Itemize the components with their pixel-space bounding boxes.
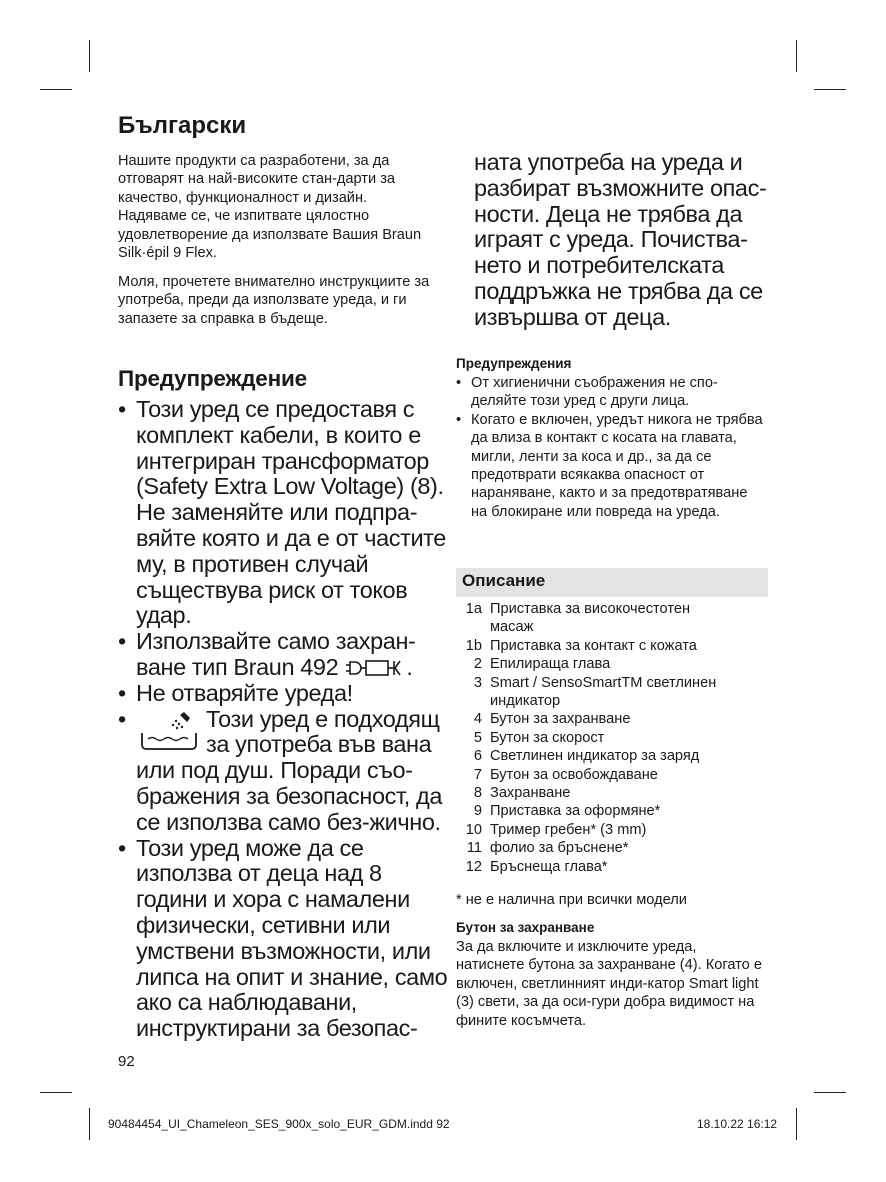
part-row: [456, 802, 776, 820]
power-button-heading: Бутон за захранване: [456, 920, 595, 935]
part-row: [456, 747, 776, 765]
part-label-text: Захранване: [490, 785, 571, 802]
part-label: [482, 729, 776, 747]
crop-mark: [40, 89, 72, 90]
warning-list: [118, 397, 448, 1042]
part-label: [482, 655, 776, 673]
part-label: [482, 710, 776, 728]
part-row: [456, 600, 776, 637]
bullet: •: [118, 628, 126, 655]
part-label: [482, 674, 776, 711]
part-label: [482, 802, 776, 820]
part-label: [482, 747, 776, 765]
footer-datetime: 18.10.22 16:12: [697, 1117, 778, 1131]
part-label-continuation: масаж: [490, 619, 534, 636]
part-label: [482, 821, 776, 839]
bullet: •: [118, 679, 126, 706]
part-number: 10: [465, 821, 482, 838]
crop-mark: [814, 89, 846, 90]
part-label-text: Бутон за освобождаване: [490, 766, 658, 783]
crop-mark: [814, 1092, 846, 1093]
part-label-text: Приставка за контакт с кожата: [490, 637, 697, 654]
warning-small-text: От хигиенични съображения не спо-деляйте този уред с други лица.: [471, 375, 718, 410]
bullet: •: [456, 411, 462, 428]
list-item: [118, 629, 448, 681]
part-label: [482, 858, 776, 876]
part-label: [482, 839, 776, 857]
bathtub-shower-icon: [140, 709, 198, 751]
intro-paragraph: Моля, прочетете внимателно инструкциите за употреба, преди да използвате уреда, и ги запазете за справка в бъдеще.: [118, 274, 430, 327]
list-item: [118, 836, 448, 1042]
part-row: [456, 674, 776, 711]
part-number: 9: [473, 803, 482, 820]
warnings-small-heading: Предупреждения: [456, 356, 572, 371]
crop-mark: [89, 40, 90, 72]
list-item: [456, 374, 766, 411]
list-item: [118, 681, 448, 707]
part-label-text: Smart / SensoSmartTM светлинен: [490, 674, 717, 691]
parts-list: [456, 600, 776, 876]
part-label-text: Бутон за скорост: [490, 729, 605, 746]
part-label-text: Тример гребен* (3 mm): [490, 821, 647, 838]
part-label: [482, 784, 776, 802]
part-label-continuation: индикатор: [490, 693, 561, 710]
crop-mark: [40, 1092, 72, 1093]
part-row: [456, 839, 776, 857]
part-row: [456, 784, 776, 802]
crop-mark: [89, 1108, 90, 1140]
part-row: [456, 637, 776, 655]
power-button-text: За да включите и изключите уреда, натиснете бутона за захранване (4). Когато е включен, светлинният инди-катор Smart light (3) свети, за да оси-гури добра видимост на фините косъмчета.: [456, 939, 762, 1029]
crop-mark: [796, 40, 797, 72]
part-number: 1a: [465, 601, 482, 617]
bullet: •: [118, 834, 126, 861]
page-title: Български: [118, 112, 247, 139]
description-heading: Описание: [462, 571, 546, 590]
warning-heading: Предупреждение: [118, 366, 307, 391]
part-label: [482, 766, 776, 784]
part-label-text: Приставка за високочестотен: [490, 601, 691, 617]
part-row: [456, 710, 776, 728]
part-row: [456, 821, 776, 839]
part-label-text: Бутон за захранване: [490, 711, 631, 728]
part-label-text: Бръснеща глава*: [490, 858, 608, 875]
part-number: 2: [473, 656, 482, 673]
bullet: •: [456, 375, 462, 391]
part-row: [456, 729, 776, 747]
part-label: [482, 637, 776, 655]
list-item: [118, 397, 448, 629]
part-number: 12: [465, 858, 482, 875]
warning-item-text: Този уред се предоставя с комплект кабели, в които е интегриран трансформатор (Safety Extra Low Voltage) (8). Не заменяйте или подпра-вяйте която и да е от частите му, в противен случай съществува риск от токов удар.: [136, 396, 446, 629]
bullet: •: [118, 396, 126, 422]
page-number: 92: [118, 1053, 135, 1070]
part-label-text: Епилираща глава: [490, 656, 611, 673]
warning-item-text: Не отваряйте уреда!: [136, 679, 353, 706]
part-row: [456, 766, 776, 784]
warning-small-text: Когато е включен, уредът никога не трябва да влиза в контакт с косата на главата, мигли, ленти за коса и др., за да се предотврати всякаква опасност от нараняване, както и за предотвратяване на блокиране или повреда на уреда.: [471, 411, 763, 520]
part-number: 6: [473, 748, 482, 765]
part-label-text: Светлинен индикатор за заряд: [490, 748, 700, 765]
warning-item-text: .: [406, 653, 413, 680]
intro-paragraph: Нашите продукти са разработени, за да отговарят на най-високите стан-дарти за качество, функционалност и дизайн. Надяваме се, че изпитвате цялостно удовлетворение да използвате Вашия Braun Silk·épil 9 Flex.: [118, 153, 422, 262]
warning-item-text: Използвайте само захран-ване тип Braun 492: [136, 628, 416, 680]
part-label-text: Приставка за оформяне*: [490, 803, 661, 820]
part-number: 1b: [465, 637, 482, 654]
warnings-small-list: [456, 374, 766, 521]
footer-filename: 90484454_UI_Chameleon_SES_900x_solo_EUR_GDM.indd 92: [108, 1117, 450, 1131]
list-item: [118, 707, 448, 836]
part-number: 7: [473, 766, 482, 783]
bullet: •: [118, 705, 126, 732]
part-label-text: фолио за бръснене*: [490, 840, 629, 857]
part-number: 8: [473, 785, 482, 802]
part-number: 3: [473, 674, 482, 691]
crop-mark: [796, 1108, 797, 1140]
list-item: [456, 411, 766, 521]
warning-item-text: Този уред е подходящ за употреба във вана или под душ. Поради съо-бражения за безопасност, да се използва само без-жично.: [136, 705, 442, 835]
part-number: 4: [473, 711, 482, 728]
footnote: * не е налична при всички модели: [456, 892, 687, 908]
part-label: [482, 600, 776, 637]
part-row: [456, 655, 776, 673]
part-number: 5: [473, 729, 482, 746]
warning-continuation: ната употреба на уреда и разбират възможните опас-ности. Деца не трябва да играят с уреда. Почиства-нето и потребителската поддръжка не трябва да се извършва от деца.: [474, 149, 767, 330]
part-row: [456, 858, 776, 876]
part-number: 11: [466, 840, 482, 857]
power-plug-icon: [344, 658, 406, 678]
warning-item-text: Този уред може да се използва от деца над 8 години и хора с намалени физически, сетивни или умствени възможности, или липса на опит и знание, само ако са наблюдавани, инструктирани за безопас-: [136, 834, 448, 1042]
